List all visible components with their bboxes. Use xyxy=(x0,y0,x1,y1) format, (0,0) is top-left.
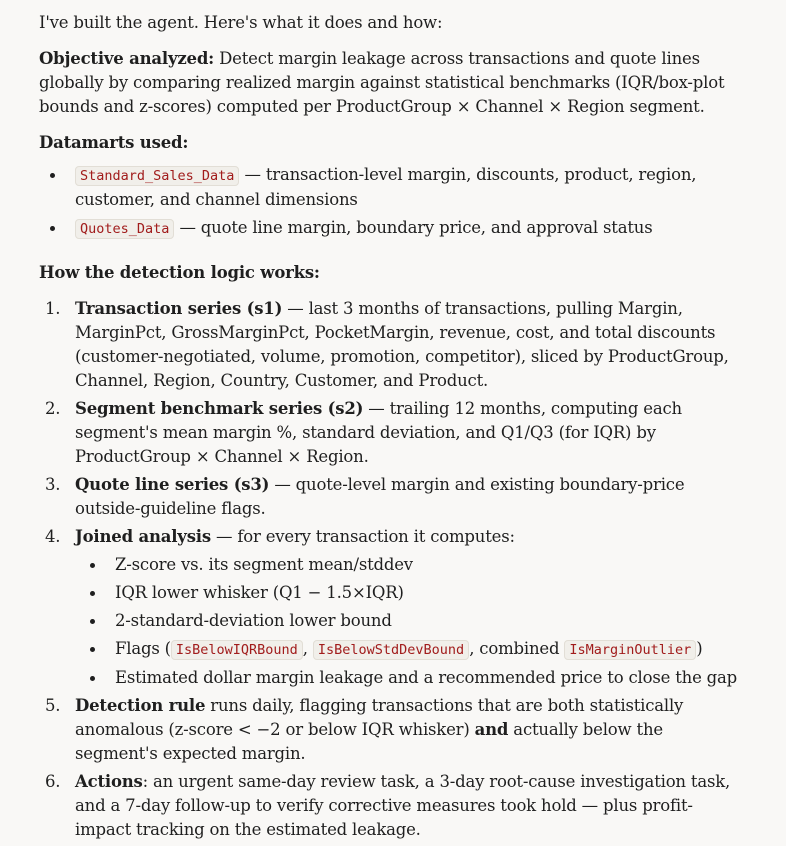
flags-separator: , xyxy=(302,639,313,658)
flag-code: IsMarginOutlier xyxy=(564,640,696,660)
computations-list xyxy=(75,553,743,690)
list-item: 2-standard-deviation lower bound xyxy=(75,609,743,633)
step-text: runs daily, flagging transactions that are both statistically anomalous (z-score < −2 or below IQR whisker) xyxy=(75,696,684,739)
how-heading-text: How the detection logic works: xyxy=(39,263,320,282)
step-title: Segment benchmark series (s2) xyxy=(75,399,364,418)
how-heading xyxy=(39,261,743,285)
assistant-message xyxy=(39,11,743,846)
datamart-description: — quote line margin, boundary price, and approval status xyxy=(174,218,653,237)
datamart-code: Standard_Sales_Data xyxy=(75,166,239,186)
datamart-code: Quotes_Data xyxy=(75,219,174,239)
step-text: : an urgent same-day review task, a 3-day root-cause investigation task, and a 7-day follow-up to verify corrective measures took hold — plus profit-impact tracking on the estimated leakage. xyxy=(75,772,731,839)
step-number: 3. xyxy=(45,475,61,494)
step-number: 2. xyxy=(45,399,61,418)
flag-code: IsBelowIQRBound xyxy=(171,640,303,660)
list-item xyxy=(39,297,743,393)
datamarts-heading-text: Datamarts used: xyxy=(39,133,189,152)
datamart-description: — transaction-level margin, discounts, product, region, customer, and channel dimensions xyxy=(75,165,697,209)
step-title: Actions xyxy=(75,772,143,791)
step-text: — last 3 months of transactions, pulling Margin, MarginPct, GrossMarginPct, PocketMargin, revenue, cost, and total discounts (customer-negotiated, volume, promotion, competitor), sliced by ProductGroup, Channel, Region, Country, Customer, and Product. xyxy=(75,299,729,390)
list-item xyxy=(75,637,743,662)
step-text: — for every transaction it computes: xyxy=(210,527,515,546)
step-title: Quote line series (s3) xyxy=(75,475,270,494)
objective-paragraph xyxy=(39,47,743,119)
flags-combined: , combined xyxy=(469,639,565,658)
list-item xyxy=(39,525,743,690)
list-item xyxy=(39,473,743,521)
list-item xyxy=(39,694,743,766)
step-text: actually below the segment's expected margin. xyxy=(75,720,663,763)
step-number: 4. xyxy=(45,527,61,546)
objective-text: Detect margin leakage across transactions and quote lines globally by comparing realized margin against statistical benchmarks (IQR/box-plot bounds and z-scores) computed per ProductGroup × Channel × Region segment. xyxy=(39,49,725,116)
flag-code: IsBelowStdDevBound xyxy=(313,640,469,660)
step-text: — trailing 12 months, computing each segment's mean margin %, standard deviation, and Q1/Q3 (for IQR) by ProductGroup × Channel × Region. xyxy=(75,399,682,466)
step-number: 1. xyxy=(45,299,61,318)
step-text: — quote-level margin and existing boundary-price outside-guideline flags. xyxy=(75,475,685,518)
objective-label: Objective analyzed: xyxy=(39,49,215,68)
flags-prefix: Flags ( xyxy=(115,639,171,658)
flags-suffix: ) xyxy=(696,639,703,658)
list-item xyxy=(39,397,743,469)
list-item: IQR lower whisker (Q1 − 1.5×IQR) xyxy=(75,581,743,605)
intro-text: I've built the agent. Here's what it does and how: xyxy=(39,13,443,32)
step-number: 6. xyxy=(45,772,61,791)
list-item: Z-score vs. its segment mean/stddev xyxy=(75,553,743,577)
list-item xyxy=(39,770,743,842)
step-title: Detection rule xyxy=(75,696,206,715)
steps-list xyxy=(39,297,743,842)
step-title: Transaction series (s1) xyxy=(75,299,283,318)
list-item xyxy=(39,216,743,241)
step-number: 5. xyxy=(45,696,61,715)
datamarts-list xyxy=(39,163,743,241)
step-emphasis: and xyxy=(474,720,509,739)
step-title: Joined analysis xyxy=(75,527,211,546)
list-item xyxy=(39,163,743,212)
datamarts-heading xyxy=(39,131,743,155)
list-item: Estimated dollar margin leakage and a recommended price to close the gap xyxy=(75,666,743,690)
